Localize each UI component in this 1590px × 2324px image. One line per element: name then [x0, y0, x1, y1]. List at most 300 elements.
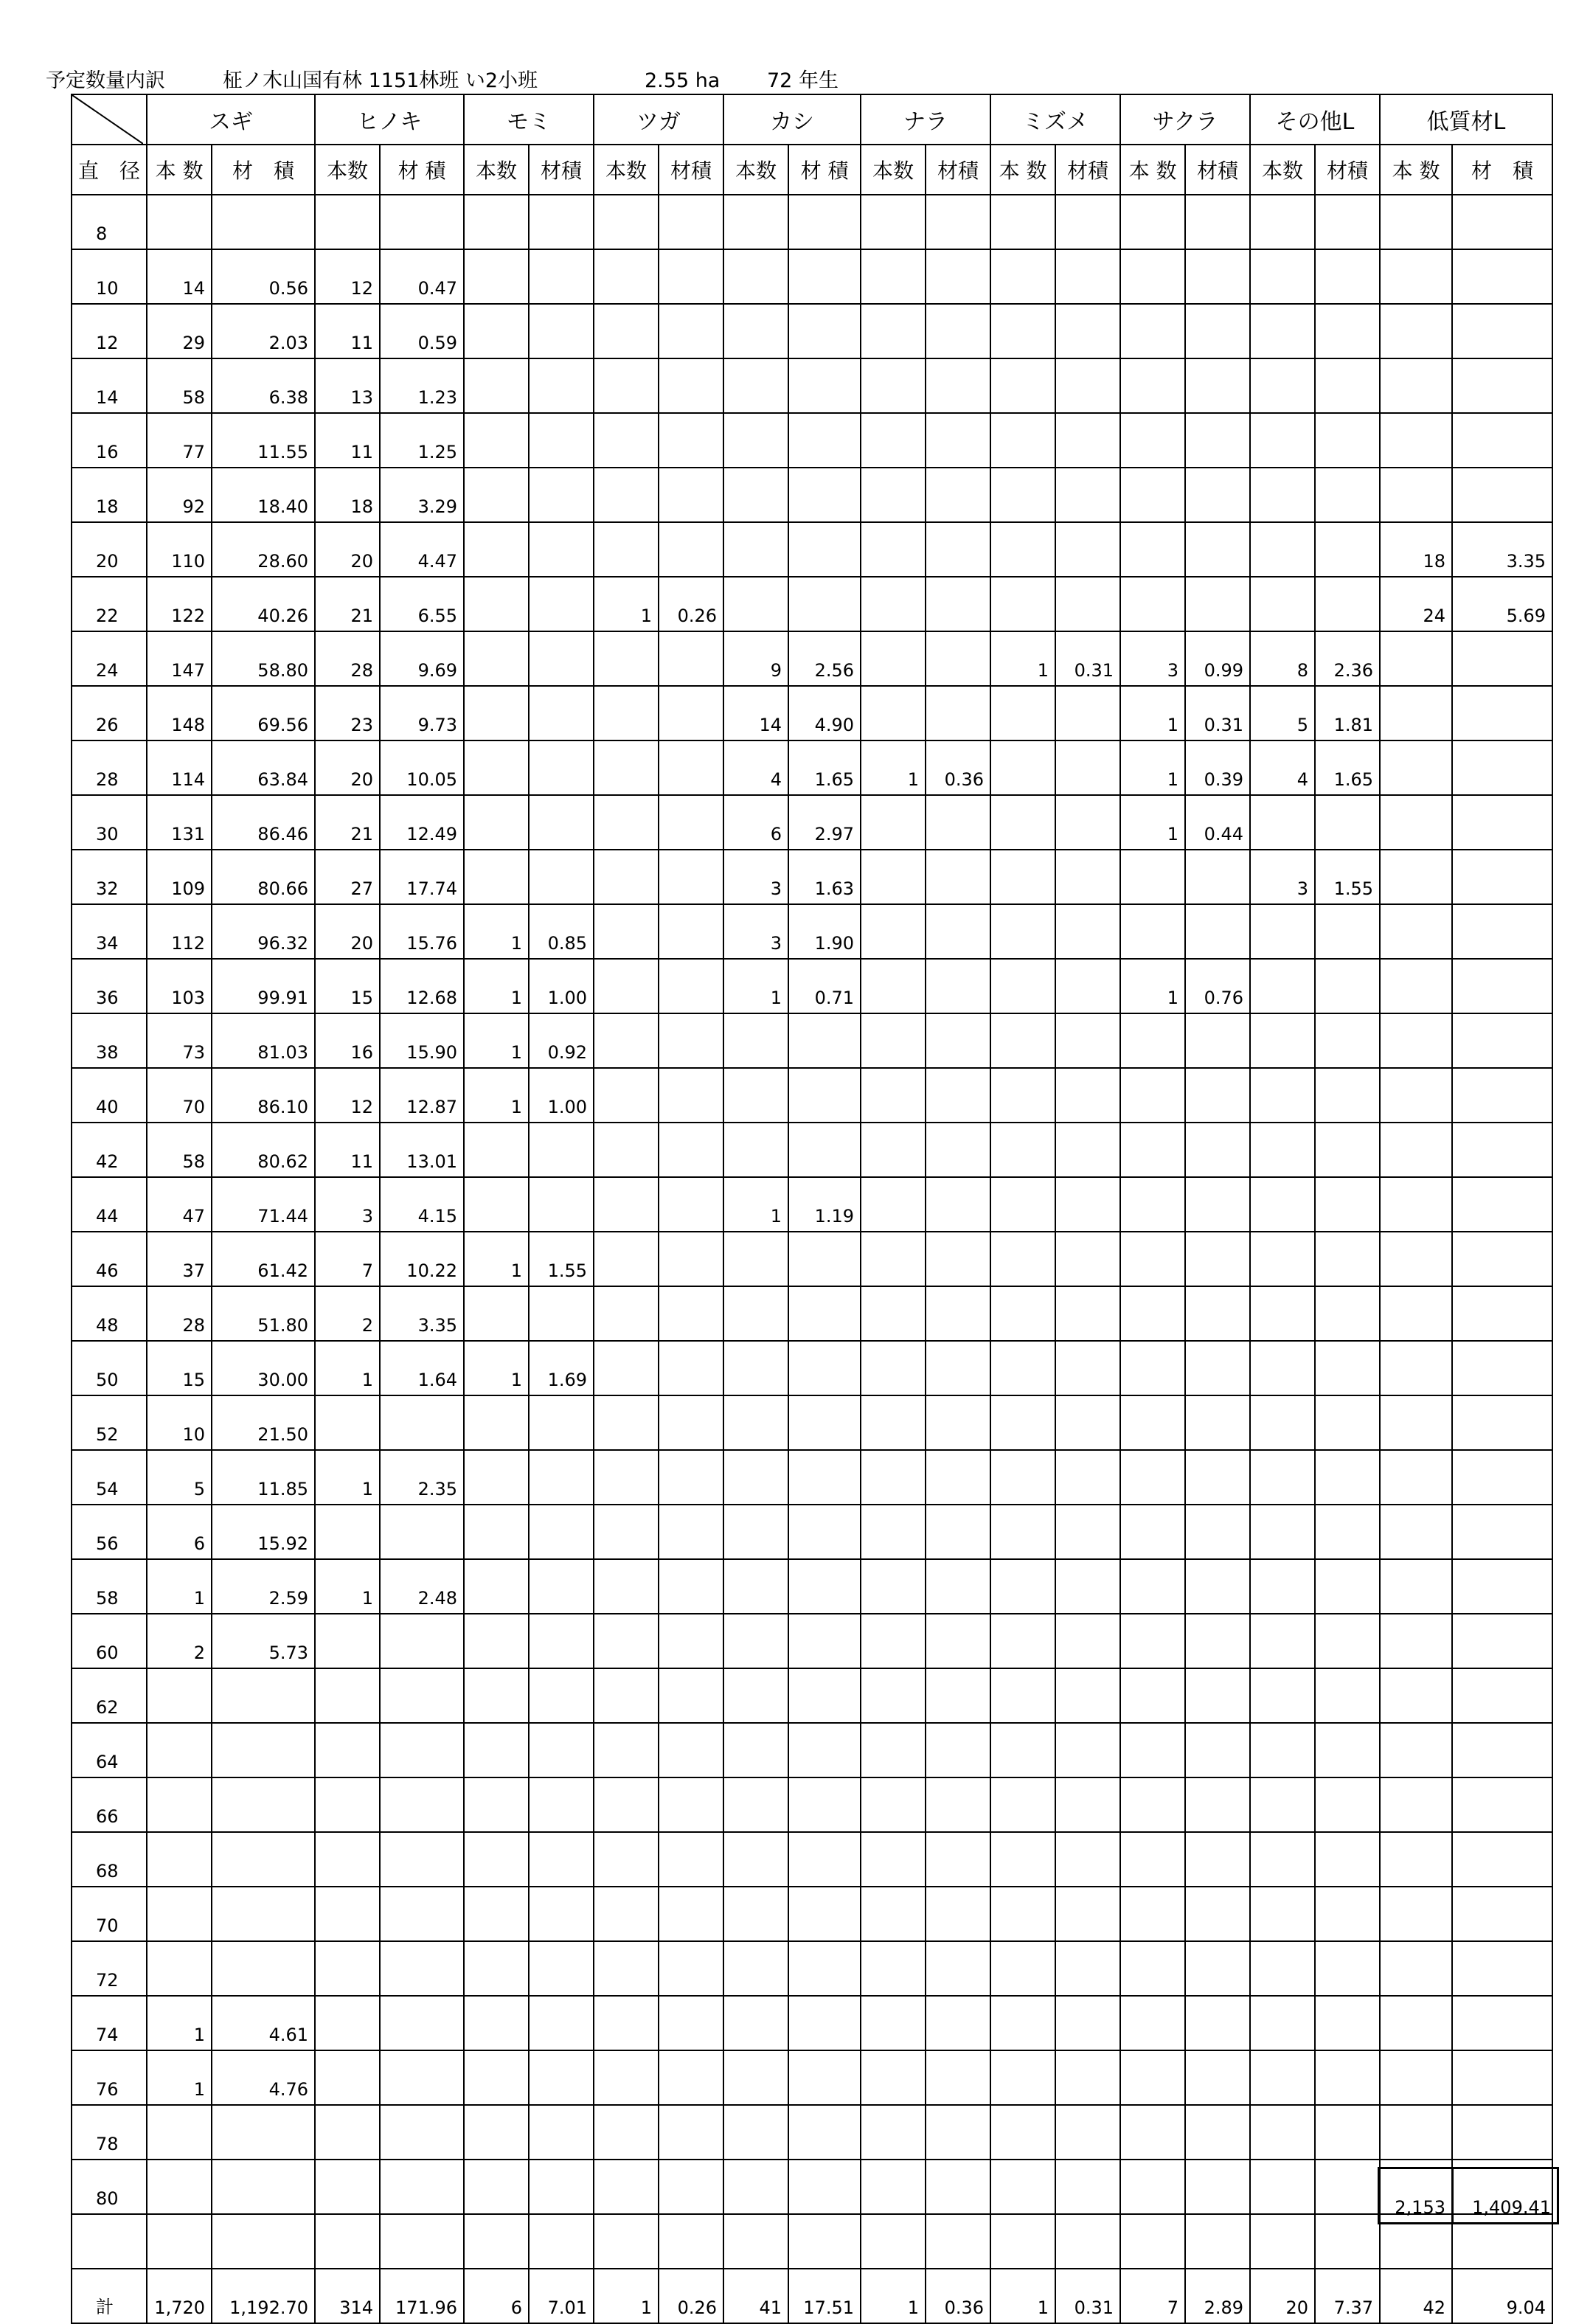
volume-cell: 12.87	[380, 1068, 464, 1123]
table-row	[72, 1123, 1552, 1177]
count-cell	[1380, 740, 1452, 795]
volume-cell: 10.05	[380, 740, 464, 795]
count-cell	[594, 1013, 659, 1068]
volume-cell	[1185, 1013, 1250, 1068]
count-cell	[464, 795, 529, 850]
volume-cell	[529, 1395, 594, 1450]
count-cell	[1380, 468, 1452, 522]
volume-cell	[380, 1723, 464, 1777]
count-header: 本 数	[1380, 145, 1452, 195]
count-cell	[723, 1723, 788, 1777]
diameter-cell: 20	[72, 522, 147, 577]
volume-cell	[1315, 304, 1380, 358]
volume-cell	[380, 1668, 464, 1723]
volume-cell	[1185, 1341, 1250, 1395]
total-count: 42	[1380, 2269, 1452, 2323]
count-cell	[594, 686, 659, 740]
volume-cell	[212, 2214, 315, 2269]
count-cell	[1250, 577, 1315, 631]
volume-cell	[1055, 1286, 1120, 1341]
count-cell	[990, 2050, 1055, 2105]
diameter-cell: 52	[72, 1395, 147, 1450]
count-cell	[861, 1395, 926, 1450]
volume-cell	[788, 1123, 861, 1177]
count-cell	[594, 1777, 659, 1832]
count-cell	[723, 1941, 788, 1996]
volume-cell	[1452, 1996, 1552, 2050]
count-cell	[1250, 304, 1315, 358]
volume-cell	[788, 1832, 861, 1887]
volume-cell	[659, 1395, 723, 1450]
count-cell	[1250, 522, 1315, 577]
species-header: モミ	[464, 94, 594, 145]
count-header: 本数	[723, 145, 788, 195]
volume-cell	[380, 1941, 464, 1996]
volume-cell: 15.76	[380, 904, 464, 959]
count-cell	[990, 577, 1055, 631]
table-row	[72, 2050, 1552, 2105]
count-cell	[861, 1013, 926, 1068]
volume-cell	[926, 1068, 990, 1123]
volume-cell	[1055, 1559, 1120, 1614]
count-cell	[990, 740, 1055, 795]
count-cell	[1120, 2160, 1185, 2214]
volume-cell	[529, 1286, 594, 1341]
volume-cell	[529, 1177, 594, 1232]
volume-cell: 1.65	[1315, 740, 1380, 795]
volume-cell: 15.90	[380, 1013, 464, 1068]
table-row	[72, 1013, 1552, 1068]
count-cell	[594, 1341, 659, 1395]
count-cell	[1120, 1559, 1185, 1614]
count-cell	[990, 686, 1055, 740]
volume-cell: 2.48	[380, 1559, 464, 1614]
volume-cell	[926, 1232, 990, 1286]
total-count: 1	[990, 2269, 1055, 2323]
count-cell	[723, 1395, 788, 1450]
volume-cell: 4.90	[788, 686, 861, 740]
volume-cell	[1055, 195, 1120, 249]
volume-cell	[529, 1450, 594, 1505]
diameter-cell: 34	[72, 904, 147, 959]
count-cell	[861, 2160, 926, 2214]
count-cell	[861, 1723, 926, 1777]
count-cell	[1250, 1614, 1315, 1668]
diameter-cell: 80	[72, 2160, 147, 2214]
count-cell	[464, 1941, 529, 1996]
count-cell	[723, 1068, 788, 1123]
table-row	[72, 740, 1552, 795]
count-cell	[1250, 2050, 1315, 2105]
count-cell: 20	[315, 522, 380, 577]
volume-cell	[1055, 2214, 1120, 2269]
species-header: ツガ	[594, 94, 723, 145]
count-cell	[861, 2105, 926, 2160]
volume-cell	[788, 358, 861, 413]
count-header: 本数	[861, 145, 926, 195]
count-cell	[464, 249, 529, 304]
count-cell	[1250, 249, 1315, 304]
count-cell	[861, 904, 926, 959]
count-cell	[464, 1123, 529, 1177]
volume-cell: 1.00	[529, 1068, 594, 1123]
count-cell	[861, 304, 926, 358]
count-cell	[861, 1232, 926, 1286]
volume-header: 材積	[529, 145, 594, 195]
diameter-cell: 24	[72, 631, 147, 686]
volume-cell	[529, 358, 594, 413]
count-cell: 16	[315, 1013, 380, 1068]
volume-cell	[1185, 304, 1250, 358]
count-cell	[990, 1996, 1055, 2050]
table-row	[72, 1395, 1552, 1450]
volume-breakdown-table	[71, 94, 1553, 2324]
volume-cell	[1055, 850, 1120, 904]
volume-cell	[529, 686, 594, 740]
volume-cell	[1185, 522, 1250, 577]
table-row	[72, 1941, 1552, 1996]
count-cell	[594, 795, 659, 850]
count-cell: 21	[315, 577, 380, 631]
volume-cell	[1055, 1996, 1120, 2050]
count-cell	[1120, 1450, 1185, 1505]
volume-cell	[1055, 249, 1120, 304]
count-cell	[990, 1832, 1055, 1887]
volume-cell	[926, 904, 990, 959]
count-cell: 28	[147, 1286, 212, 1341]
volume-cell	[1315, 195, 1380, 249]
volume-cell	[788, 1777, 861, 1832]
volume-cell	[926, 1286, 990, 1341]
volume-cell	[1055, 1123, 1120, 1177]
volume-cell	[926, 577, 990, 631]
volume-cell	[1055, 1832, 1120, 1887]
total-volume: 7.01	[529, 2269, 594, 2323]
count-cell	[990, 1614, 1055, 1668]
count-cell	[315, 1614, 380, 1668]
volume-cell	[380, 195, 464, 249]
count-cell	[147, 195, 212, 249]
volume-cell	[1452, 1559, 1552, 1614]
volume-cell	[926, 2214, 990, 2269]
volume-cell	[788, 522, 861, 577]
count-cell: 18	[315, 468, 380, 522]
count-cell	[723, 1286, 788, 1341]
volume-cell	[212, 1668, 315, 1723]
volume-cell	[926, 522, 990, 577]
count-cell	[315, 1777, 380, 1832]
count-cell	[594, 2105, 659, 2160]
volume-cell	[659, 2214, 723, 2269]
volume-cell	[1315, 1450, 1380, 1505]
table-row	[72, 1286, 1552, 1341]
count-cell	[1120, 522, 1185, 577]
volume-cell	[529, 195, 594, 249]
total-count: 1	[861, 2269, 926, 2323]
volume-cell	[380, 1395, 464, 1450]
volume-cell	[1185, 1123, 1250, 1177]
total-count: 6	[464, 2269, 529, 2323]
grand-total-volume: 1,409.41	[1453, 2168, 1558, 2224]
count-cell	[594, 1887, 659, 1941]
count-cell	[1380, 1450, 1452, 1505]
volume-cell: 1.55	[1315, 850, 1380, 904]
volume-cell	[1452, 1668, 1552, 1723]
count-cell	[861, 2214, 926, 2269]
count-cell	[1250, 1123, 1315, 1177]
volume-header: 材 積	[1452, 145, 1552, 195]
count-cell	[594, 2214, 659, 2269]
volume-cell	[529, 740, 594, 795]
table-row	[72, 358, 1552, 413]
volume-cell	[529, 1614, 594, 1668]
total-count: 314	[315, 2269, 380, 2323]
count-cell	[464, 1723, 529, 1777]
count-cell	[1120, 1013, 1185, 1068]
count-cell	[723, 1559, 788, 1614]
volume-cell: 5.73	[212, 1614, 315, 1668]
volume-cell	[788, 1887, 861, 1941]
count-cell: 21	[315, 795, 380, 850]
diameter-cell: 76	[72, 2050, 147, 2105]
count-cell	[723, 195, 788, 249]
count-cell	[990, 413, 1055, 468]
count-cell	[990, 1450, 1055, 1505]
count-cell	[594, 1723, 659, 1777]
total-volume: 7.37	[1315, 2269, 1380, 2323]
count-cell	[723, 2160, 788, 2214]
count-cell	[464, 195, 529, 249]
count-cell	[1120, 1996, 1185, 2050]
count-cell	[1250, 959, 1315, 1013]
count-cell	[1120, 2105, 1185, 2160]
volume-cell: 0.56	[212, 249, 315, 304]
count-cell	[990, 1177, 1055, 1232]
count-cell	[594, 1505, 659, 1559]
count-cell	[594, 1832, 659, 1887]
count-cell	[990, 850, 1055, 904]
volume-cell	[926, 2105, 990, 2160]
volume-cell: 80.62	[212, 1123, 315, 1177]
count-cell	[1380, 2105, 1452, 2160]
volume-cell	[926, 1123, 990, 1177]
volume-cell: 13.01	[380, 1123, 464, 1177]
volume-cell	[1452, 413, 1552, 468]
count-cell	[1250, 195, 1315, 249]
volume-cell	[788, 1068, 861, 1123]
count-cell	[1380, 304, 1452, 358]
volume-cell	[659, 1941, 723, 1996]
count-cell	[861, 1614, 926, 1668]
diameter-cell: 40	[72, 1068, 147, 1123]
count-cell	[594, 468, 659, 522]
count-cell	[315, 195, 380, 249]
count-cell	[990, 1123, 1055, 1177]
diameter-cell: 42	[72, 1123, 147, 1177]
diameter-cell: 72	[72, 1941, 147, 1996]
volume-cell	[529, 577, 594, 631]
volume-cell	[1315, 1614, 1380, 1668]
volume-cell	[1185, 1450, 1250, 1505]
volume-cell	[380, 2214, 464, 2269]
total-count: 1,720	[147, 2269, 212, 2323]
total-volume: 0.31	[1055, 2269, 1120, 2323]
total-volume: 0.36	[926, 2269, 990, 2323]
count-cell: 11	[315, 413, 380, 468]
count-cell	[861, 631, 926, 686]
count-cell	[147, 1723, 212, 1777]
table-row	[72, 795, 1552, 850]
volume-cell: 3.35	[1452, 522, 1552, 577]
volume-cell	[1055, 468, 1120, 522]
count-header: 本数	[315, 145, 380, 195]
count-cell: 29	[147, 304, 212, 358]
count-cell	[1380, 1723, 1452, 1777]
volume-cell	[926, 358, 990, 413]
volume-cell	[529, 413, 594, 468]
volume-cell: 63.84	[212, 740, 315, 795]
volume-cell	[788, 304, 861, 358]
count-cell	[990, 1395, 1055, 1450]
volume-cell: 2.03	[212, 304, 315, 358]
diameter-cell: 8	[72, 195, 147, 249]
count-cell: 1	[723, 1177, 788, 1232]
volume-cell	[1315, 1996, 1380, 2050]
total-count: 41	[723, 2269, 788, 2323]
volume-cell: 0.47	[380, 249, 464, 304]
count-cell: 1	[464, 1068, 529, 1123]
volume-cell	[1185, 413, 1250, 468]
volume-cell	[212, 2105, 315, 2160]
volume-cell	[1315, 1941, 1380, 1996]
table-row	[72, 1232, 1552, 1286]
count-cell: 24	[1380, 577, 1452, 631]
volume-cell: 21.50	[212, 1395, 315, 1450]
volume-cell	[529, 2160, 594, 2214]
count-cell	[1250, 1723, 1315, 1777]
volume-cell	[659, 358, 723, 413]
volume-cell: 17.74	[380, 850, 464, 904]
count-cell	[1250, 1286, 1315, 1341]
volume-header: 材積	[1315, 145, 1380, 195]
count-cell	[861, 1068, 926, 1123]
count-header: 本数	[594, 145, 659, 195]
volume-cell	[1185, 1286, 1250, 1341]
count-cell	[1250, 358, 1315, 413]
count-cell	[723, 1232, 788, 1286]
volume-cell	[1315, 2105, 1380, 2160]
volume-cell	[788, 413, 861, 468]
volume-cell	[1452, 1832, 1552, 1887]
total-label: 計	[72, 2269, 147, 2323]
volume-cell	[1452, 1123, 1552, 1177]
count-cell	[1380, 1286, 1452, 1341]
volume-cell	[1315, 795, 1380, 850]
volume-cell	[1315, 2160, 1380, 2214]
count-cell	[990, 1559, 1055, 1614]
count-cell	[1120, 1505, 1185, 1559]
count-cell	[464, 522, 529, 577]
count-cell: 15	[147, 1341, 212, 1395]
volume-cell: 2.35	[380, 1450, 464, 1505]
volume-cell: 1.19	[788, 1177, 861, 1232]
volume-cell: 61.42	[212, 1232, 315, 1286]
volume-cell	[1055, 2050, 1120, 2105]
count-cell	[861, 959, 926, 1013]
count-cell	[1120, 1177, 1185, 1232]
volume-cell	[1185, 850, 1250, 904]
volume-cell: 3.29	[380, 468, 464, 522]
volume-cell	[1315, 1887, 1380, 1941]
count-cell	[990, 1341, 1055, 1395]
volume-cell	[529, 1559, 594, 1614]
total-volume: 17.51	[788, 2269, 861, 2323]
volume-cell	[659, 249, 723, 304]
volume-cell	[1185, 1505, 1250, 1559]
table-row	[72, 1068, 1552, 1123]
diameter-cell: 26	[72, 686, 147, 740]
total-volume: 0.26	[659, 2269, 723, 2323]
count-cell: 37	[147, 1232, 212, 1286]
table-row	[72, 2160, 1552, 2214]
corner-cell	[72, 94, 147, 145]
count-cell	[464, 1395, 529, 1450]
count-cell	[990, 195, 1055, 249]
volume-cell	[212, 1723, 315, 1777]
volume-cell	[926, 1177, 990, 1232]
table-row	[72, 249, 1552, 304]
count-cell	[594, 959, 659, 1013]
volume-cell	[380, 1996, 464, 2050]
volume-cell	[529, 2050, 594, 2105]
volume-cell	[529, 304, 594, 358]
volume-cell: 3.35	[380, 1286, 464, 1341]
count-cell	[990, 795, 1055, 850]
count-cell	[1380, 1505, 1452, 1559]
volume-cell	[1452, 1777, 1552, 1832]
count-cell: 2	[147, 1614, 212, 1668]
volume-cell	[926, 850, 990, 904]
volume-cell	[659, 1341, 723, 1395]
volume-cell	[1452, 1887, 1552, 1941]
count-cell: 3	[723, 850, 788, 904]
count-cell	[1120, 468, 1185, 522]
volume-cell	[529, 249, 594, 304]
count-cell: 14	[723, 686, 788, 740]
count-cell	[1380, 1559, 1452, 1614]
count-cell	[464, 1777, 529, 1832]
volume-cell	[529, 795, 594, 850]
volume-cell	[1452, 1068, 1552, 1123]
count-cell	[1380, 358, 1452, 413]
volume-cell	[659, 904, 723, 959]
count-cell	[1380, 1668, 1452, 1723]
table-row	[72, 1832, 1552, 1887]
volume-cell	[659, 1505, 723, 1559]
count-cell	[990, 249, 1055, 304]
count-cell: 2	[315, 1286, 380, 1341]
volume-cell	[1452, 904, 1552, 959]
count-cell: 10	[147, 1395, 212, 1450]
diameter-header: 直 径	[72, 145, 147, 195]
volume-cell: 2.56	[788, 631, 861, 686]
document-title: 予定数量内訳	[46, 69, 165, 92]
count-cell	[464, 1505, 529, 1559]
volume-cell	[926, 1450, 990, 1505]
count-cell	[594, 1395, 659, 1450]
volume-cell: 11.85	[212, 1450, 315, 1505]
volume-cell	[926, 1505, 990, 1559]
